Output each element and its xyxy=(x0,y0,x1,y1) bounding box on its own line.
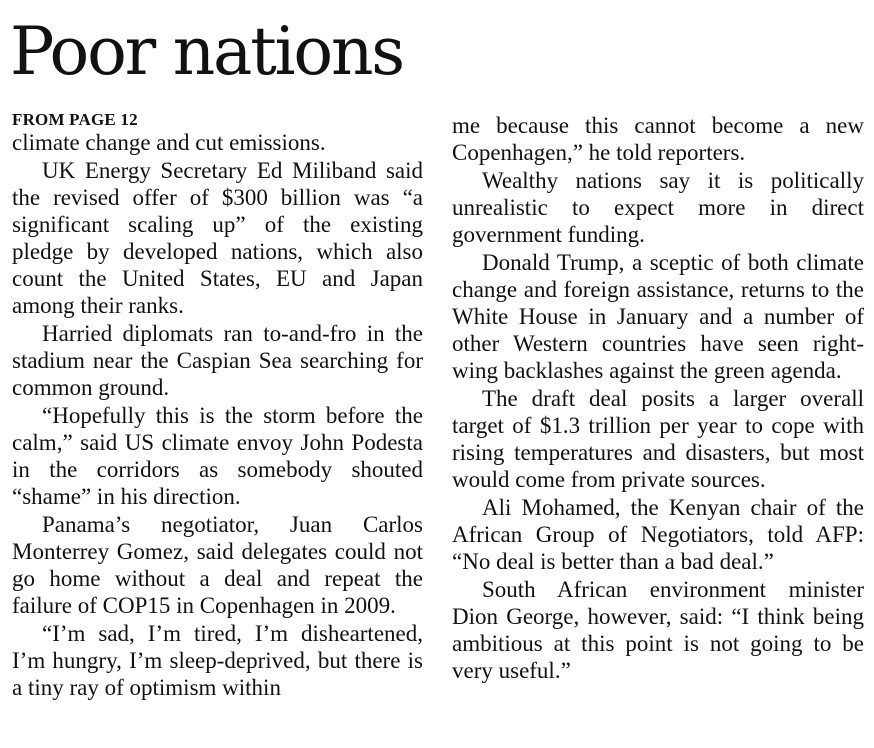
paragraph: South African environment minister Dion George, however, said: “I think being ambitious at this point is not going to be very useful.” xyxy=(452,577,864,683)
continued-from-kicker: FROM PAGE 12 xyxy=(12,110,138,129)
paragraph: The draft deal posits a larger overall target of $1.3 trillion per year to cope with rising temperatures and disasters, but most would come from private sources. xyxy=(452,386,864,492)
paragraph: Harried diplomats ran to-and-fro in the stadium near the Caspian Sea searching for common ground. xyxy=(12,321,423,400)
paragraph: Panama’s negotiator, Juan Carlos Monterrey Gomez, said delegates could not go home without a deal and repeat the failure of COP15 in Copenhagen in 2009. xyxy=(12,512,423,618)
paragraph: UK Energy Secretary Ed Miliband said the revised offer of $300 billion was “a significant scaling up” of the existing pledge by developed nations, which also count the United States, EU and Japan among their ranks. xyxy=(12,158,423,318)
paragraph: “Hopefully this is the storm before the calm,” said US climate envoy John Podesta in the corridors as somebody shouted “shame” in his direction. xyxy=(12,403,423,509)
headline: Poor nations xyxy=(10,13,403,90)
paragraph: “I’m sad, I’m tired, I’m disheartened, I’m hungry, I’m sleep-deprived, but there is a tiny ray of optimism within xyxy=(12,621,423,700)
paragraph: climate change and cut emissions. xyxy=(12,130,326,155)
paragraph: Wealthy nations say it is politically unrealistic to expect more in direct government funding. xyxy=(452,168,864,247)
paragraph: Ali Mohamed, the Kenyan chair of the African Group of Negotiators, told AFP: “No deal is better than a bad deal.” xyxy=(452,495,864,574)
paragraph: me because this cannot become a new Copenhagen,” he told reporters. xyxy=(452,113,864,165)
article-column-right xyxy=(452,112,864,685)
article-column-left xyxy=(12,110,423,702)
paragraph: Donald Trump, a sceptic of both climate change and foreign assistance, returns to the White House in January and a number of other Western countries have seen right-wing backlashes against the green agenda. xyxy=(452,250,864,383)
